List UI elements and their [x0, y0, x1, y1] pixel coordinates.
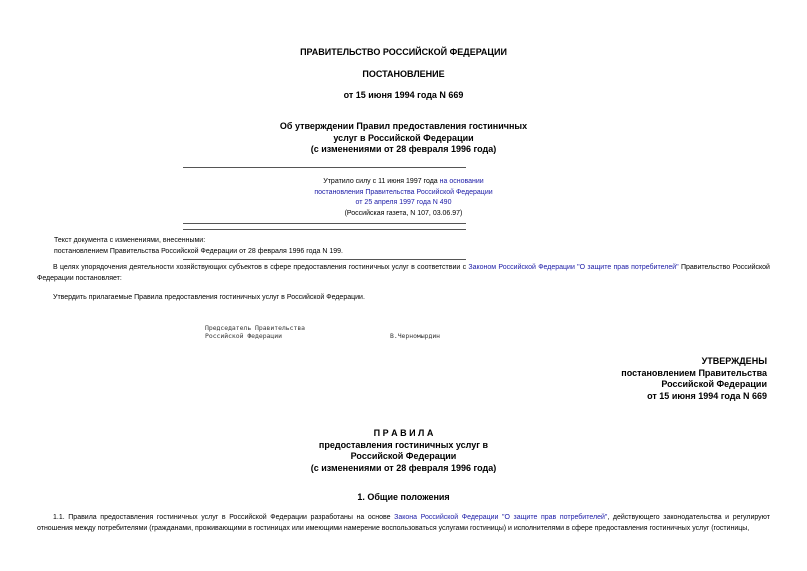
status-link-date[interactable]: от 25 апреля 1997 года N 490	[355, 199, 452, 206]
section-heading: 1. Общие положения	[357, 492, 450, 502]
changes-line-2: постановлением Правительства Российской Федерации от 28 февраля 1996 года N 199.	[54, 247, 343, 255]
status-link-decree[interactable]: постановления Правительства Российской Федерации	[314, 188, 493, 196]
title-line-3: (с изменениями от 28 февраля 1996 года)	[310, 144, 497, 154]
status-prefix: Утратило силу с 11 июня 1997 года	[323, 178, 440, 185]
approve-paragraph: Утвердить прилагаемые Правила предоставления гостиничных услуг в Российской Федерации.	[53, 294, 365, 301]
approval-line-4: от 15 июня 1994 года N 669	[647, 390, 767, 401]
rules-line-2: предоставления гостиничных услуг в	[318, 439, 489, 450]
section1-text-after: , действующего законодательства и регулируют отношения между потребителями (гражданами, проживающими в гостиницах или имеющими намерение воспользоваться услугами гостиницы) и исполнителями в сфере предоставления гостиничных услуг (гостиницы,	[37, 514, 770, 532]
status-line-1	[0, 177, 807, 188]
approval-line-2: постановлением Правительства	[621, 367, 767, 378]
approval-line-3: Российской Федерации	[661, 379, 767, 389]
section1-text-before: 1.1. Правила предоставления гостиничных услуг в Российской Федерации разработаны на основе	[53, 514, 395, 521]
status-block	[0, 177, 807, 219]
rules-line-3: Российской Федерации	[350, 451, 457, 461]
document-title	[0, 121, 807, 156]
title-line-2: услуг в Российской Федерации	[333, 132, 474, 143]
rules-title-block	[0, 428, 807, 474]
signature-role-line-2: Российской Федерации	[205, 332, 282, 340]
rules-title: П Р А В И Л А	[373, 428, 434, 438]
rules-line-4: (с изменениями от 28 февраля 1996 года)	[310, 462, 497, 473]
divider	[183, 229, 466, 230]
section1-paragraph	[37, 513, 770, 534]
changes-line-1: Текст документа с изменениями, внесенными:	[54, 237, 206, 244]
divider	[183, 167, 466, 168]
signature-name: В.Черномырдин	[390, 332, 441, 340]
status-link-basis[interactable]: на основании	[439, 178, 484, 185]
document-type: ПОСТАНОВЛЕНИЕ	[362, 69, 445, 79]
approval-line-1: УТВЕРЖДЕНЫ	[701, 356, 767, 366]
divider	[183, 223, 466, 224]
status-source: (Российская газета, N 107, 03.06.97)	[344, 209, 463, 217]
changes-note	[54, 236, 754, 257]
approval-block	[621, 356, 767, 402]
government-name: ПРАВИТЕЛЬСТВО РОССИЙСКОЙ ФЕДЕРАЦИИ	[300, 47, 507, 57]
title-line-1: Об утверждении Правил предоставления гостиничных	[279, 121, 528, 131]
preamble-text-after: Правительство Российской Федерации постановляет:	[37, 264, 770, 282]
preamble-paragraph	[37, 263, 770, 284]
signature-role-line-1: Председатель Правительства	[205, 324, 306, 332]
section1-law-link[interactable]: Закона Российской Федерации "О защите прав потребителей"	[394, 514, 608, 521]
document-date: от 15 июня 1994 года N 669	[343, 90, 464, 100]
divider	[183, 259, 466, 260]
consumer-law-link[interactable]: Законом Российской Федерации "О защите прав потребителей"	[468, 264, 679, 271]
preamble-text-before: В целях упорядочения деятельности хозяйствующих субъектов в сфере предоставления гостиничных услуг в соответствии с	[53, 264, 469, 271]
